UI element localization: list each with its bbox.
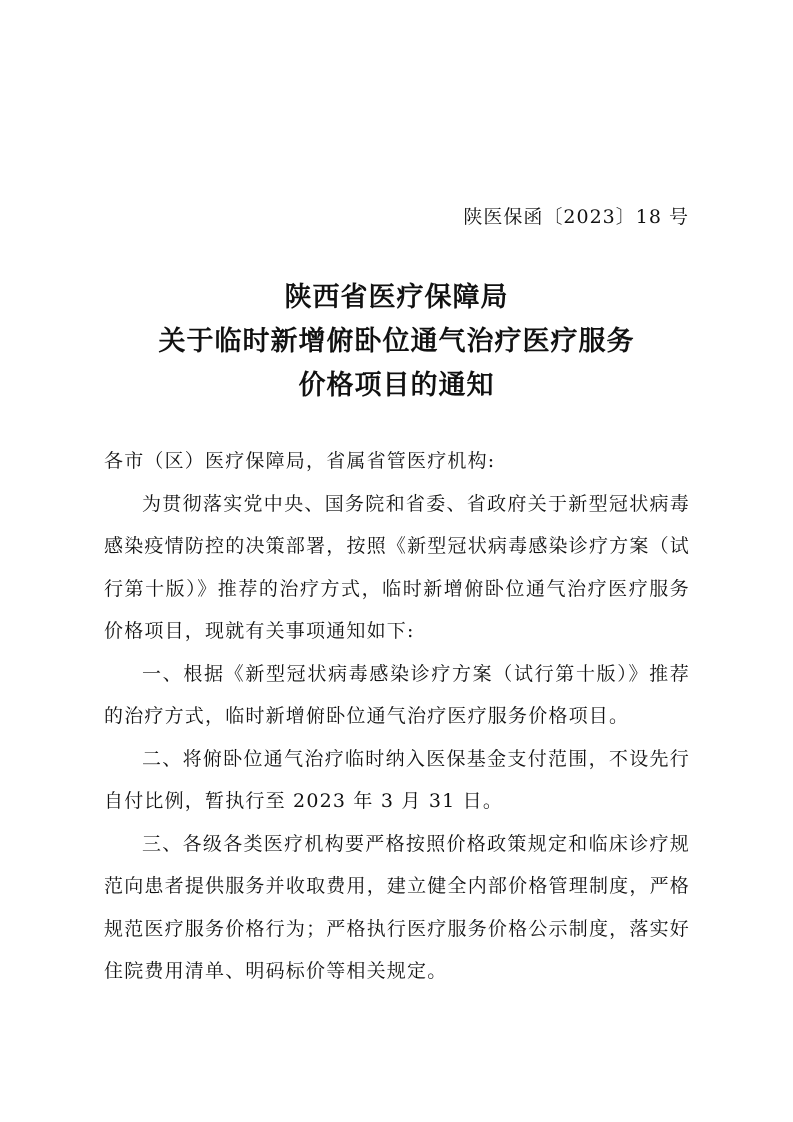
document-body <box>104 440 690 993</box>
title-line-3: 价格项目的通知 <box>298 370 495 401</box>
paragraph-intro: 为贯彻落实党中央、国务院和省委、省政府关于新型冠状病毒感染疫情防控的决策部署，按照《新型冠状病毒感染诊疗方案（试行第十版）》推荐的治疗方式，临时新增俯卧位通气治疗医疗服务价格项目，现就有关事项通知如下: <box>104 492 690 642</box>
document-number: 陕医保函〔2023〕18 号 <box>463 206 689 228</box>
paragraph-item-2: 二、将俯卧位通气治疗临时纳入医保基金支付范围，不设先行自付比例，暂执行至 2023 年 3 月 31 日。 <box>104 747 690 812</box>
title-line-1: 陕西省医疗保障局 <box>284 282 509 313</box>
document-title <box>0 276 793 408</box>
title-line-2: 关于临时新增俯卧位通气治疗医疗服务 <box>158 326 635 357</box>
paragraph-item-3: 三、各级各类医疗机构要严格按照价格政策规定和临床诊疗规范向患者提供服务并收取费用，建立健全内部价格管理制度，严格规范医疗服务价格行为；严格执行医疗服务价格公示制度，落实好住院费用清单、明码标价等相关规定。 <box>104 832 690 982</box>
salutation: 各市（区）医疗保障局，省属省管医疗机构: <box>104 450 496 472</box>
paragraph-item-1: 一、根据《新型冠状病毒感染诊疗方案（试行第十版）》推荐的治疗方式，临时新增俯卧位通气治疗医疗服务价格项目。 <box>104 662 690 727</box>
